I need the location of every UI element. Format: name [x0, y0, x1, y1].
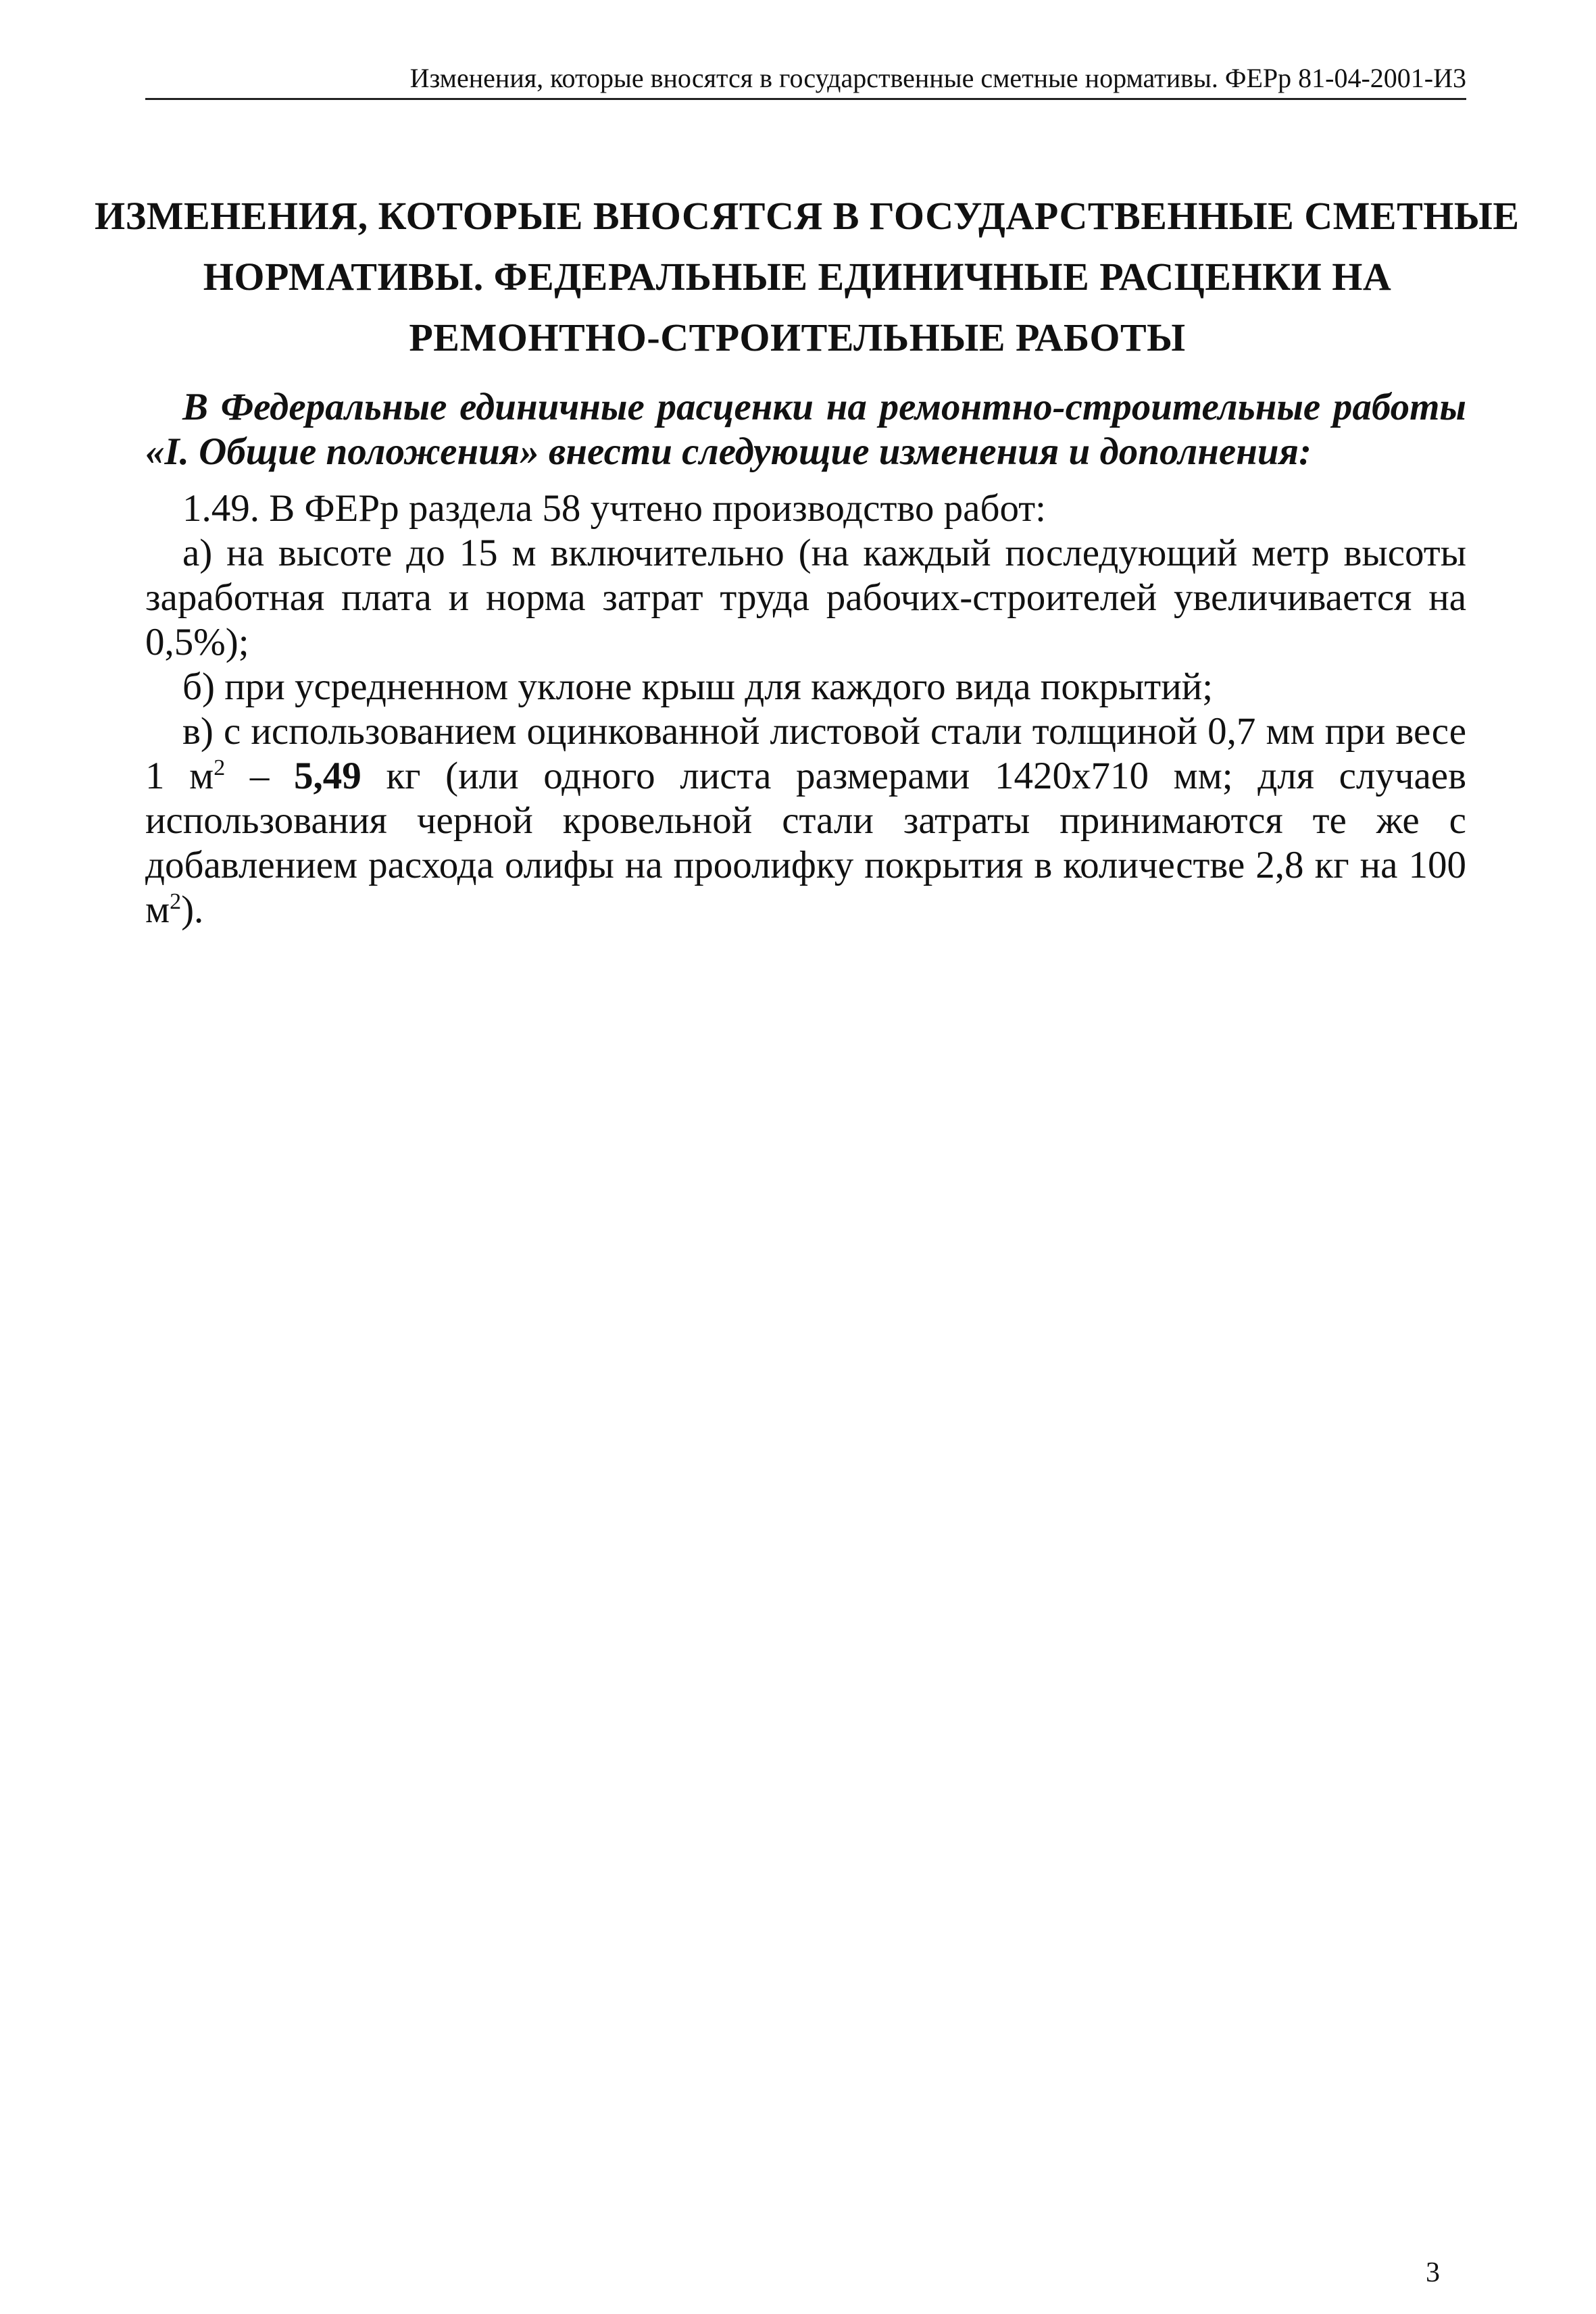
running-header: Изменения, которые вносятся в государственные сметные нормативы. ФЕРр 81-04-2001-И3: [145, 62, 1466, 100]
item-b-line: б) при усредненном уклоне крыш для каждого вида покрытий;: [182, 665, 1214, 708]
item-v-dash: –: [225, 755, 295, 797]
item-a: [145, 531, 1466, 665]
item-b: [145, 665, 1466, 709]
item-v-superscript: 2: [214, 755, 226, 780]
title-line-2: НОРМАТИВЫ. ФЕДЕРАЛЬНЫЕ ЕДИНИЧНЫЕ РАСЦЕНКИ НА: [203, 255, 1392, 299]
item-a-line-2: заработная плата и норма затрат труда рабочих-строителей увеличивается на: [145, 576, 1466, 619]
item-a-line-3: 0,5%);: [145, 621, 249, 663]
item-v-unit: 1 м: [145, 755, 214, 797]
item-v: [145, 709, 1466, 932]
item-v-line-4: добавлением расхода олифы на проолифку покрытия в количестве 2,8 кг на 100: [145, 844, 1466, 886]
item-1-49: [145, 486, 1466, 531]
title-line-1: ИЗМЕНЕНИЯ, КОТОРЫЕ ВНОСЯТСЯ В ГОСУДАРСТВЕННЫЕ СМЕТНЫЕ: [95, 194, 1520, 238]
item-v-line-3: использования черной кровельной стали затраты принимаются те же с: [145, 799, 1466, 842]
item-v-weight-value: 5,49: [294, 755, 361, 797]
item-v-superscript-end: 2: [170, 889, 182, 914]
intro-line-1: В Федеральные единичные расценки на ремонтно-строительные работы: [182, 386, 1466, 428]
intro-paragraph: [145, 385, 1466, 474]
body-text: [145, 486, 1466, 932]
page-number: 3: [1426, 2257, 1440, 2288]
item-v-line-2: [145, 754, 1466, 799]
intro-line-2: «I. Общие положения» внести следующие изменения и дополнения:: [145, 430, 1312, 473]
item-v-line-5: [145, 888, 1466, 932]
item-a-line-1: а) на высоте до 15 м включительно (на каждый последующий метр высоты: [182, 532, 1466, 574]
item-v-line-1: в) с использованием оцинкованной листовой стали толщиной 0,7 мм при весе: [182, 710, 1466, 753]
item-v-closing: ).: [181, 888, 204, 931]
title-line-3: РЕМОНТНО-СТРОИТЕЛЬНЫЕ РАБОТЫ: [409, 316, 1186, 359]
document-title: [95, 186, 1520, 368]
item-1-49-line: 1.49. В ФЕРр раздела 58 учтено производство работ:: [182, 487, 1046, 530]
item-v-line-2-rest: кг (или одного листа размерами 1420х710 мм; для случаев: [361, 755, 1466, 797]
item-v-unit-end: м: [145, 888, 170, 931]
